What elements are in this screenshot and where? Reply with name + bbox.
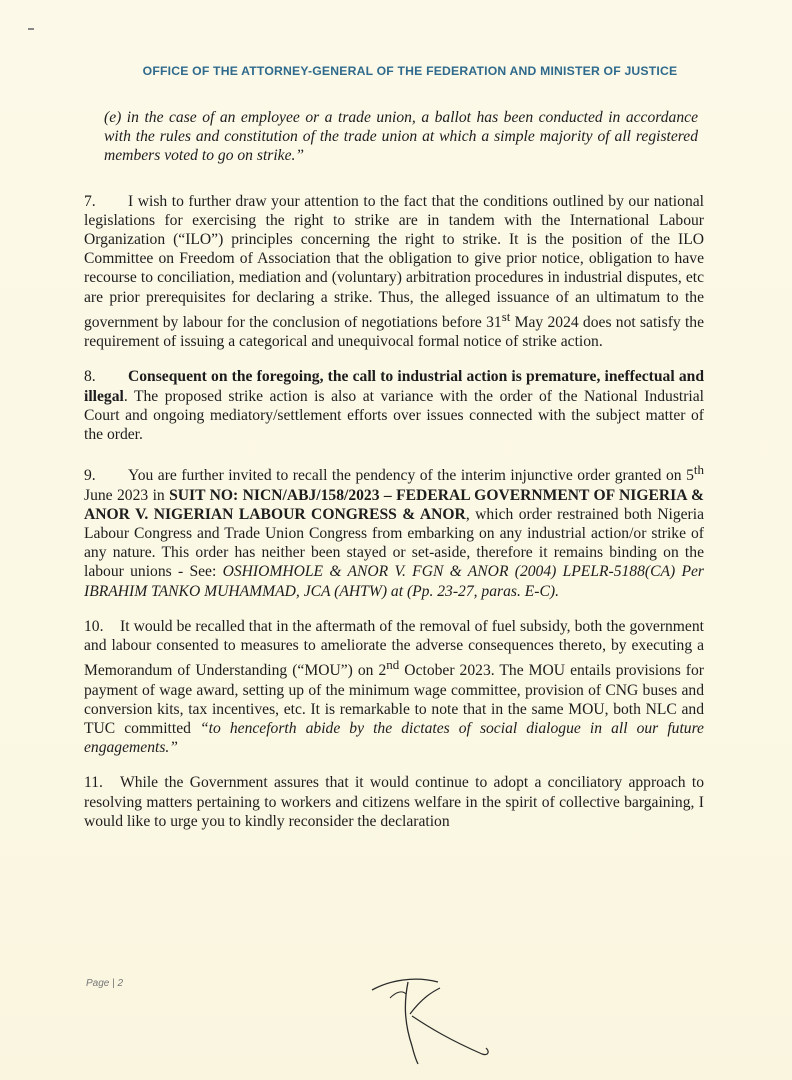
handwritten-signature bbox=[360, 968, 500, 1068]
paragraph-number: 10. bbox=[84, 617, 104, 635]
paragraph-text: June 2023 in bbox=[84, 486, 170, 504]
paragraph-text: It would be recalled that in the aftermath of the removal of fuel subsidy, both the government and labour consented to measures to ameliorate the adverse consequences thereto, by executing a Memorandum of Understanding (“MOU”) on 2 bbox=[84, 617, 704, 680]
ordinal-suffix: st bbox=[501, 308, 511, 324]
paragraph-number: 8. bbox=[84, 368, 96, 386]
paragraph-number: 7. bbox=[84, 192, 96, 210]
paragraph-10 bbox=[84, 617, 704, 758]
paragraph-text: While the Government assures that it would continue to adopt a conciliatory approach to resolving matters pertaining to workers and citizens welfare in the spirit of collective bargaining, I would like to urge you to kindly reconsider the declaration bbox=[84, 774, 704, 830]
page-number: Page | 2 bbox=[86, 978, 124, 989]
case-reference: OSHIOMHOLE & ANOR V. FGN & ANOR (2004) LPELR-5188(CA) Per IBRAHIM TANKO MUHAMMAD, JCA (AHTW) at (Pp. 23-27, paras. E-C). bbox=[84, 563, 705, 600]
case-citation: SUIT NO: NICN/ABJ/158/2023 – FEDERAL GOVERNMENT OF NIGERIA & ANOR V. NIGERIAN LABOUR CONGRESS & ANOR bbox=[84, 486, 704, 523]
paragraph-9 bbox=[84, 460, 704, 601]
paragraph-text: You are further invited to recall the pendency of the interim injunctive order granted on 5 bbox=[128, 467, 694, 485]
quoted-provision-e: (e) in the case of an employee or a trade union, a ballot has been conducted in accordance with the rules and constitution of the trade union at which a simple majority of all registered members voted to go on strike.” bbox=[104, 109, 698, 165]
mou-quote: “to henceforth abide by the dictates of social dialogue in all our future engagements.” bbox=[84, 720, 704, 757]
paragraph-8 bbox=[84, 367, 704, 444]
office-header: OFFICE OF THE ATTORNEY-GENERAL OF THE FEDERATION AND MINISTER OF JUSTICE bbox=[142, 64, 678, 78]
paragraph-text: , which order restrained both Nigeria Labour Congress and Trade Union Congress from embarking on any industrial action/or strike of any nature. This order has neither been stayed or set-aside, therefore it remains binding on the labour unions - See: bbox=[84, 505, 704, 581]
bold-conclusion: Consequent on the foregoing, the call to industrial action is premature, ineffectual and illegal bbox=[84, 368, 704, 405]
paragraph-11 bbox=[84, 773, 704, 831]
paragraph-text: . The proposed strike action is also at variance with the order of the National Industrial Court and ongoing mediatory/settlement efforts over issues connected with the subject matter of the order. bbox=[84, 387, 704, 444]
paragraph-text: October 2023. The MOU entails provisions for payment of wage award, setting up of the minimum wage committee, provision of CNG buses and conversion kits, tax incentives, etc. It is remarkable to note that in the same MOU, both NLC and TUC committed bbox=[84, 662, 704, 738]
ordinal-suffix: th bbox=[693, 462, 704, 478]
letter-body bbox=[84, 108, 704, 847]
paragraph-text-end: May 2024 does not satisfy the requirement of issuing a categorical and unequivocal formal notice of strike action. bbox=[84, 314, 704, 351]
ordinal-suffix: nd bbox=[386, 657, 400, 673]
paragraph-7 bbox=[84, 192, 704, 352]
paragraph-number: 9. bbox=[84, 467, 96, 485]
paragraph-text: I wish to further draw your attention to the fact that the conditions outlined by our national legislations for exercising the right to strike are in tandem with the International Labour Organization (“ILO”) principles concerning the right to strike. It is the position of the ILO Committee on Freedom of Association that the obligation to give prior notice, obligation to have recourse to conciliation, mediation and (voluntary) arbitration procedures in industrial disputes, etc are prior prerequisites for declaring a strike. Thus, the alleged issuance of an ultimatum to the government by labour for the conclusion of negotiations before 31 bbox=[84, 192, 704, 332]
scan-mark bbox=[28, 28, 34, 30]
paragraph-number: 11. bbox=[84, 774, 103, 792]
